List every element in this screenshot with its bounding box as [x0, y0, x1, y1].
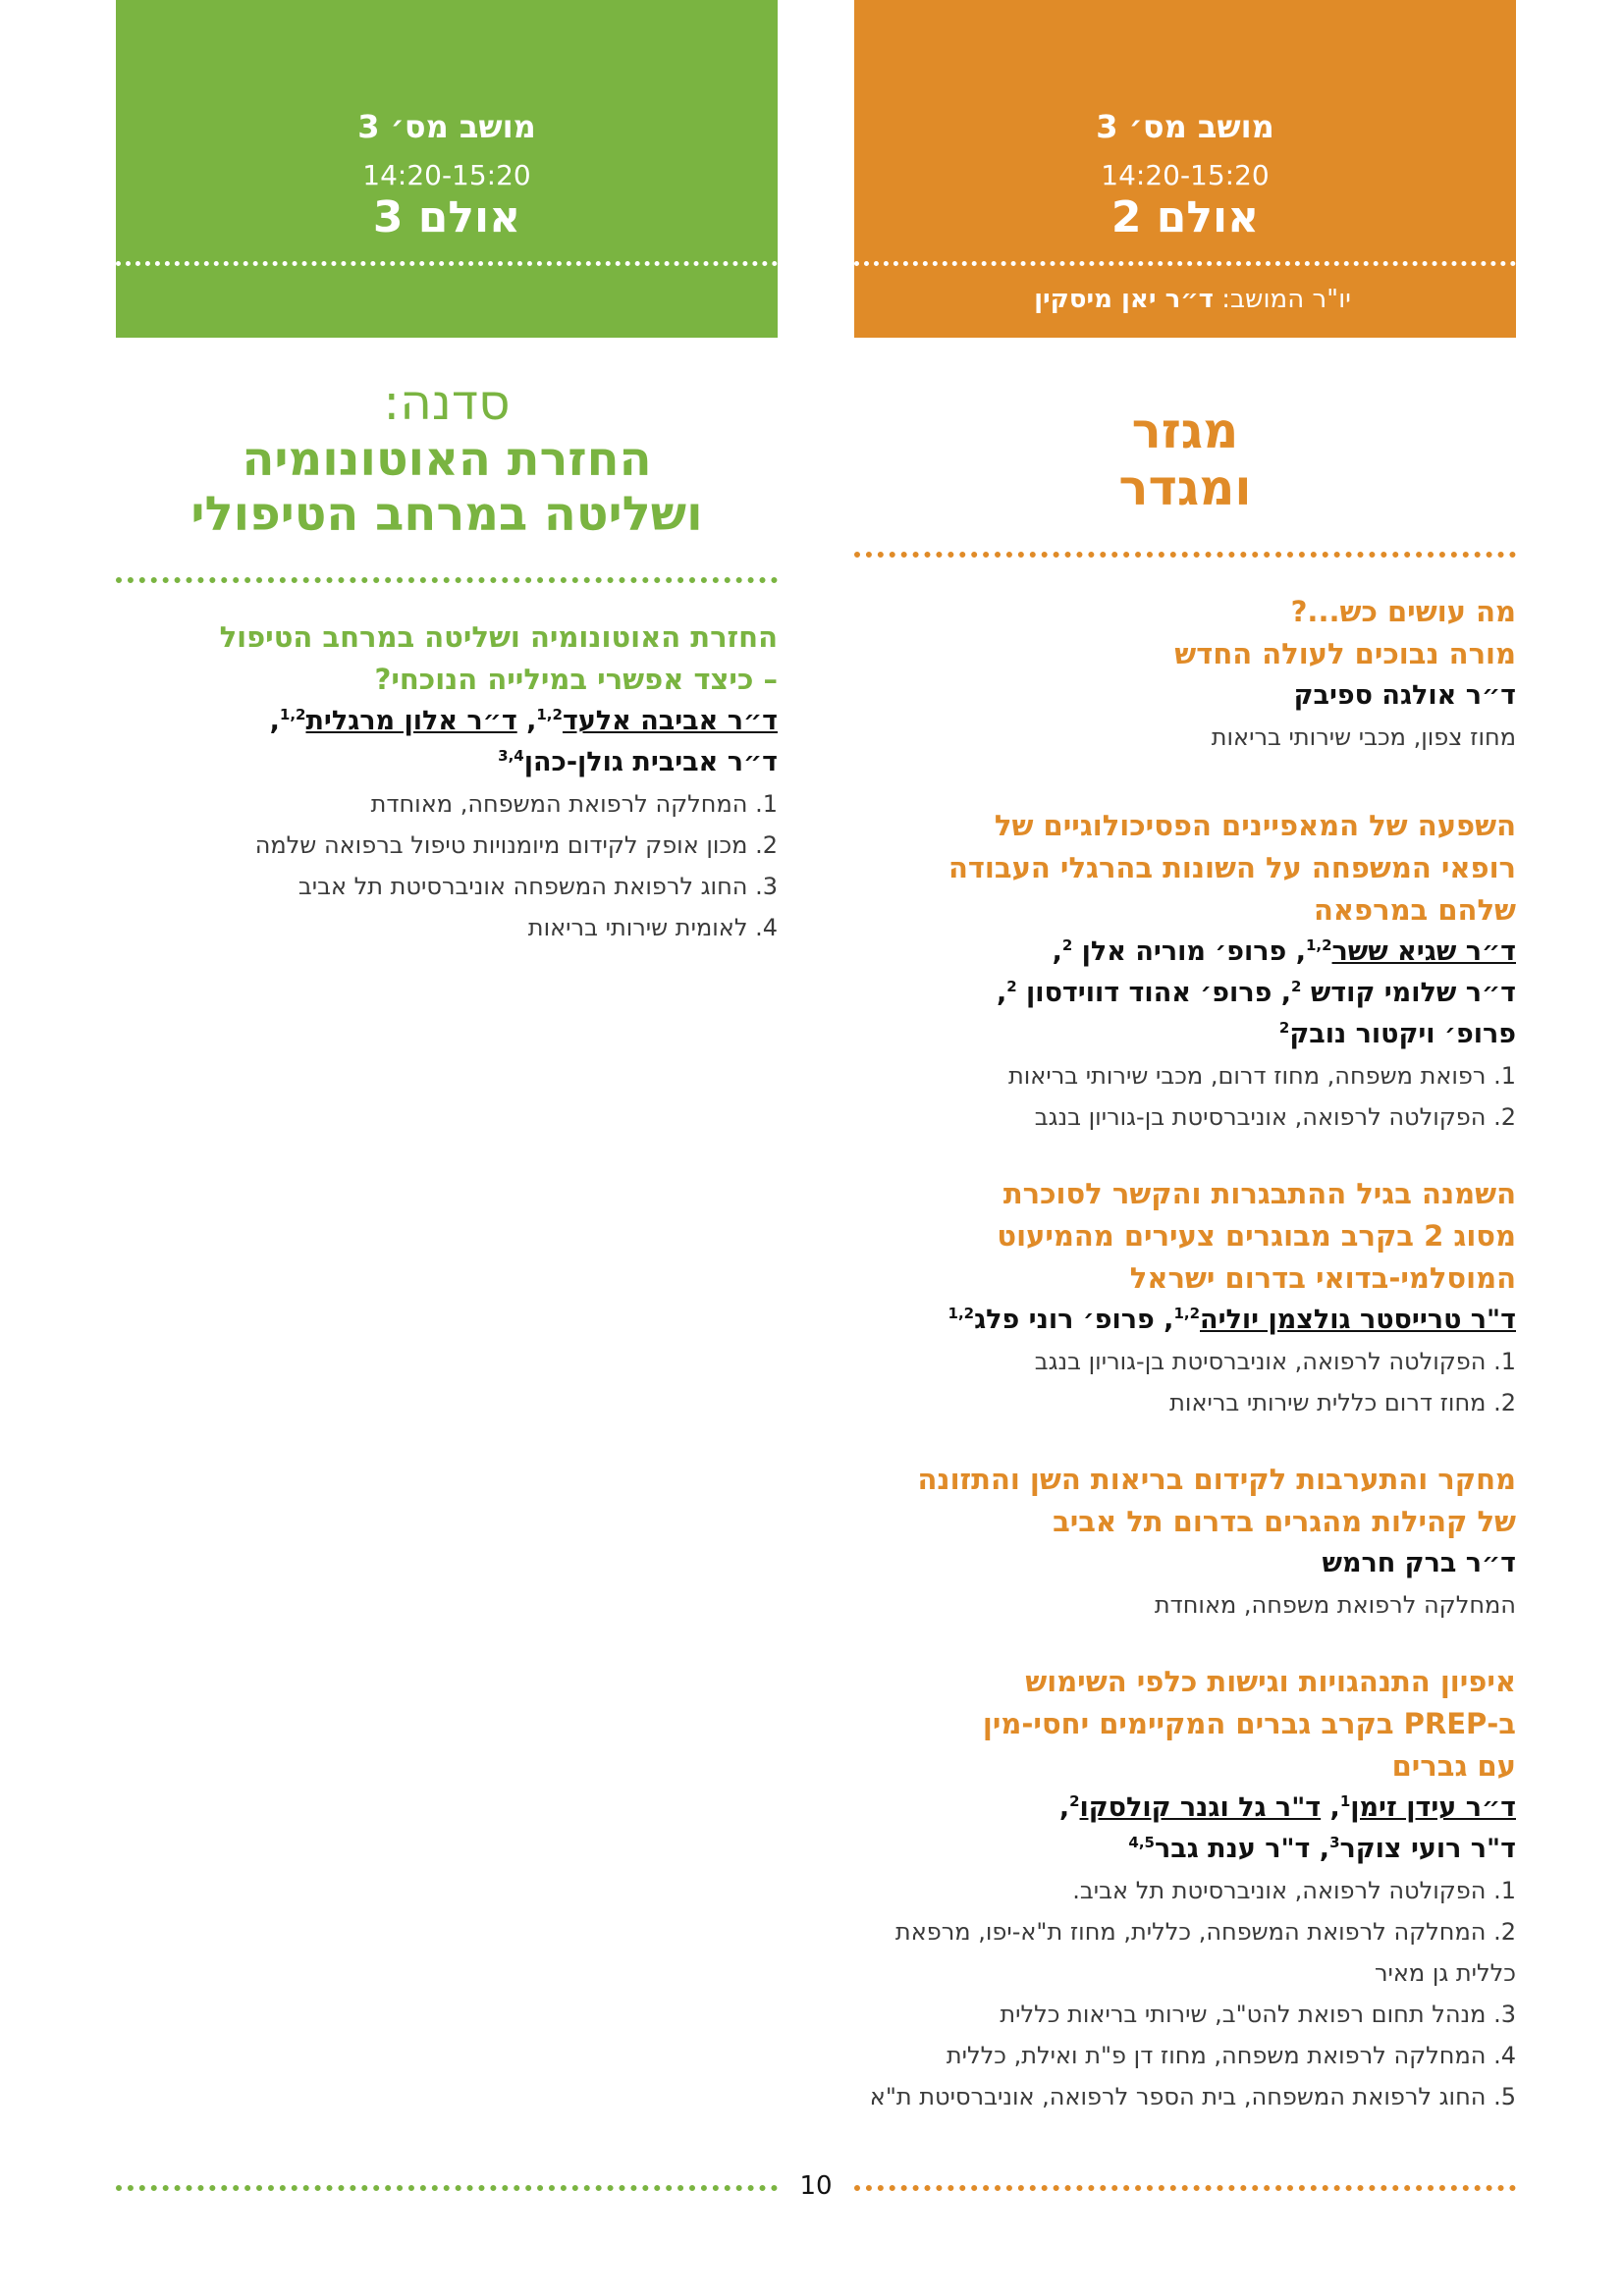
talk-affiliation: 1. המחלקה לרפואת המשפחה, מאוחדת	[370, 790, 778, 818]
track-title-line: ומגדר	[1118, 459, 1252, 516]
talk-item	[854, 1173, 1516, 1423]
section-divider	[116, 577, 778, 583]
talk-affiliation: 2. מחוז דרום כללית שירותי בריאות	[1169, 1389, 1516, 1416]
talk-authors: ד״ר אולגה ספיבק	[1293, 680, 1516, 711]
room-name: אולם 3	[372, 192, 521, 242]
track-title-prefix: סדנה:	[383, 374, 511, 431]
track-title-line: החזרת האוטונומיה	[242, 432, 652, 487]
talk-title-line: מסוג 2 בקרב מבוגרים צעירים מהמיעוט	[997, 1219, 1516, 1253]
track-title	[854, 402, 1516, 516]
talk-item	[854, 1459, 1516, 1626]
talk-affiliation: 1. רפואת משפחה, מחוז דרום, מכבי שירותי בריאות	[1007, 1062, 1516, 1090]
talk-title-line: המוסלמי-בדואי בדרום ישראל	[1129, 1261, 1516, 1295]
session-banner-hall-2	[854, 0, 1516, 338]
page-number: 10	[799, 2171, 833, 2201]
banner-divider	[854, 261, 1516, 266]
talk-authors: ד"ר רועי צוקר$^3$, ד"ר ענת גבר$^{4,5}$	[1128, 1834, 1516, 1864]
talk-affiliation: 5. החוג לרפואת המשפחה, בית הספר לרפואה, אוניברסיטת ת"א	[869, 2083, 1516, 2110]
presenting-author: ד״ר עידן זימן	[1350, 1792, 1516, 1823]
talk-authors: ד״ר עידן זימן$^1$, ד"ר גל וגנר קולסקו$^2$,	[1058, 1792, 1516, 1823]
talk-title-line: איפיון התנהגויות וגישות כלפי השימוש	[1025, 1665, 1516, 1698]
talk-authors: ד״ר אביבה אלעד$^{1,2}$, ד״ר אלון מרגלית$^{1,2}$,	[269, 706, 778, 736]
banner-divider	[116, 261, 778, 266]
session-column-hall-3	[116, 0, 778, 948]
presenting-author: ד״ר אלון מרגלית	[305, 706, 517, 736]
session-time: 14:20-15:20	[362, 159, 531, 191]
session-number: מושב מס׳ 3	[357, 108, 536, 145]
talk-affiliation: 3. החוג לרפואת המשפחה אוניברסיטת תל אביב	[298, 873, 778, 900]
session-chair	[1034, 285, 1351, 314]
footer-divider	[116, 2185, 778, 2191]
talk-item	[854, 805, 1516, 1138]
session-number: מושב מס׳ 3	[1096, 108, 1274, 145]
talk-item	[854, 591, 1516, 758]
talk-title-line: החזרת האוטונומיה ושליטה במרחב הטיפול	[219, 620, 778, 654]
talk-title-line: ב-PREP בקרב גברים המקיימים יחסי-מין	[982, 1707, 1516, 1740]
talk-authors: ד"ר טרייסטר גולצמן יוליה$^{1,2}$, פרופ׳ רוני פלג$^{1,2}$	[947, 1305, 1516, 1335]
talk-affiliation: 3. מנהל תחום רפואת להט"ב, שירותי בריאות כללית	[1000, 2001, 1516, 2028]
talk-title-line: – כיצד אפשרי במילייה הנוכחי?	[374, 663, 778, 696]
talk-affiliation: 2. המחלקה לרפואת המשפחה, כללית, מחוז ת"א-יפו, מרפאת	[894, 1918, 1516, 1946]
talk-title-line: מורה נבוכים לעולה החדש	[1174, 637, 1516, 670]
chair-label: יו"ר המושב:	[1213, 285, 1351, 314]
section-divider	[854, 552, 1516, 558]
talk-authors: ד״ר שלומי קודש $^2$, פרופ׳ אהוד דווידסון $^2$,	[996, 978, 1516, 1008]
talk-title-line: שלהם במרפאה	[1314, 893, 1516, 927]
talk-authors: ד״ר אביבית גולן-כהן$^{3,4}$	[498, 747, 778, 777]
talk-title-line: רופאי המשפחה על השונות בהרגלי העבודה	[947, 851, 1516, 884]
talk-item	[854, 1661, 1516, 2117]
session-time: 14:20-15:20	[1101, 159, 1270, 191]
talk-affiliation: 4. לאומית שירותי בריאות	[527, 914, 778, 941]
talk-title-line: מה עושים כש...?	[1290, 595, 1516, 628]
session-banner-hall-3	[116, 0, 778, 338]
talk-title-line: השמנה בגיל ההתבגרות והקשר לסוכרת	[1002, 1177, 1516, 1210]
talk-affiliation: כללית גן מאיר	[1374, 1959, 1516, 1987]
track-title	[116, 373, 778, 542]
chair-name: ד״ר יאן מיסקין	[1034, 285, 1214, 314]
talk-affiliation: מחוז צפון, מכבי שירותי בריאות	[1211, 723, 1516, 751]
talk-affiliation: 2. הפקולטה לרפואה, אוניברסיטת בן-גוריון בנגב	[1034, 1103, 1516, 1131]
talk-affiliation: המחלקה לרפואת משפחה, מאוחדת	[1154, 1591, 1516, 1619]
talk-authors: ד״ר ברק חרמש	[1322, 1548, 1516, 1578]
talk-affiliation: 1. הפקולטה לרפואה, אוניברסיטת בן-גוריון בנגב	[1034, 1348, 1516, 1375]
talk-item	[116, 616, 778, 948]
talk-affiliation: 1. הפקולטה לרפואה, אוניברסיטת תל אביב.	[1072, 1877, 1516, 1904]
presenting-author: ד"ר גל וגנר קולסקו	[1079, 1792, 1322, 1823]
presenting-author: ד״ר שגיא ששר	[1331, 936, 1516, 967]
presenting-author: ד"ר טרייסטר גולצמן יוליה	[1200, 1305, 1516, 1335]
talk-authors: פרופ׳ ויקטור נובק$^2$	[1278, 1019, 1516, 1049]
track-title-line: ושליטה במרחב הטיפולי	[190, 487, 703, 542]
presenting-author: ד״ר אביבה אלעד	[562, 706, 778, 736]
session-column-hall-2	[854, 0, 1516, 2117]
talk-title-line: מחקר והתערבות לקידום בריאות השן והתזונה	[917, 1463, 1516, 1496]
talk-authors: ד״ר שגיא ששר$^{1,2}$, פרופ׳ מוריה אלן $^2$,	[1052, 936, 1516, 967]
talk-affiliation: 2. מכון אופק לקידום מיומנויות טיפול ברפואה שלמה	[254, 831, 778, 859]
talk-title-line: עם גברים	[1391, 1749, 1516, 1783]
talk-affiliation: 4. המחלקה לרפואת משפחה, מחוז דן פ"ת ואילת, כללית	[946, 2042, 1516, 2069]
footer-divider	[854, 2185, 1516, 2191]
track-title-line: מגזר	[1131, 402, 1239, 459]
talk-title-line: השפעה של המאפיינים הפסיכולוגיים של	[994, 809, 1516, 842]
talk-title-line: של קהילות מהגרים בדרום תל אביב	[1053, 1505, 1516, 1538]
room-name: אולם 2	[1110, 192, 1260, 242]
